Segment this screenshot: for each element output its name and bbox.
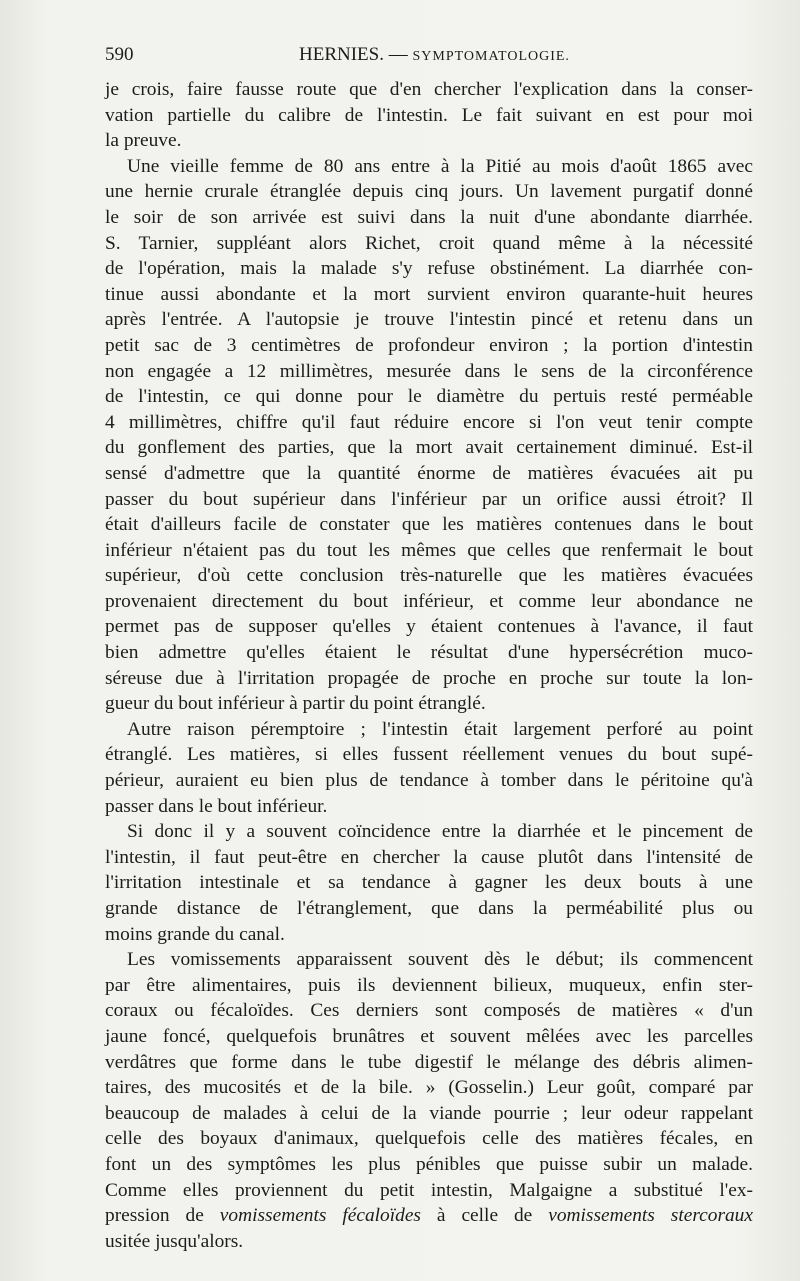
text-line: Les vomissements apparaissent souvent dès le début; ils commencent — [127, 949, 753, 971]
running-title — [299, 44, 570, 66]
text-line: Si donc il y a souvent coïncidence entre la diarrhée et le pincement de — [127, 821, 753, 843]
text-line: moins grande du canal. — [105, 923, 285, 945]
text-line: inférieur n'étaient pas du tout les mêmes que celles que renfermait le bout — [105, 539, 753, 561]
italic-term: vomissements fécaloïdes — [219, 1205, 421, 1227]
paragraph-3 — [105, 717, 753, 819]
paragraph-1 — [105, 77, 753, 154]
text-line: après l'entrée. A l'autopsie je trouve l'intestin pincé et retenu dans un — [105, 309, 753, 331]
text-line: passer dans le bout inférieur. — [105, 795, 328, 817]
text-line: Une vieille femme de 80 ans entre à la Pitié au mois d'août 1865 avec — [127, 155, 753, 177]
text-line: étranglé. Les matières, si elles fussent réellement venues du bout supé- — [105, 744, 753, 766]
text-line: sensé d'admettre que la quantité énorme de matières évacuées ait pu — [105, 462, 753, 484]
paragraph-5 — [105, 947, 753, 1254]
page-number: 590 — [105, 44, 134, 65]
running-header — [105, 44, 753, 70]
text-line: une hernie crurale étranglée depuis cinq jours. Un lavement purgatif donné — [105, 181, 753, 203]
text-run: à celle de — [420, 1205, 549, 1227]
text-line: séreuse due à l'irritation propagée de proche en proche sur toute la lon- — [105, 667, 753, 689]
paragraph-2 — [105, 154, 753, 717]
text-line: font un des symptômes les plus pénibles que puisse subir un malade. — [105, 1153, 753, 1175]
text-run: pression de — [105, 1205, 220, 1227]
paragraph-4 — [105, 819, 753, 947]
text-line: l'irritation intestinale et sa tendance à gagner les deux bouts à une — [105, 872, 753, 894]
text-line: provenaient directement du bout inférieur, et comme leur abondance ne — [105, 590, 753, 612]
text-line: périeur, auraient eu bien plus de tendance à tomber dans le péritoine qu'à — [105, 770, 753, 792]
text-line: 4 millimètres, chiffre qu'il faut réduire encore si l'on veut tenir compte — [105, 411, 753, 433]
header-separator: — — [388, 44, 408, 65]
text-line: par être alimentaires, puis ils deviennent bilieux, muqueux, enfin ster- — [105, 974, 753, 996]
text-line: S. Tarnier, suppléant alors Richet, croit quand même à la nécessité — [105, 232, 753, 254]
text-line: taires, des mucosités et de la bile. » (Gosselin.) Leur goût, comparé par — [105, 1077, 753, 1099]
text-line: tinue aussi abondante et la mort survient environ quarante-huit heures — [105, 283, 753, 305]
text-line: la preuve. — [105, 130, 182, 152]
text-line: usitée jusqu'alors. — [105, 1230, 244, 1252]
text-line: gueur du bout inférieur à partir du point étranglé. — [105, 693, 486, 715]
text-line: le soir de son arrivée est suivi dans la nuit d'une abondante diarrhée. — [105, 206, 753, 228]
text-line: jaune foncé, quelquefois brunâtres et souvent mêlées avec les parcelles — [105, 1025, 753, 1047]
body-text — [105, 77, 753, 1254]
italic-term: vomissements stercoraux — [548, 1205, 753, 1227]
header-subtitle: SYMPTOMATOLOGIE. — [412, 49, 570, 64]
text-line-with-italics — [105, 1203, 753, 1229]
text-line: du gonflement des parties, que la mort avait certainement diminué. Est-il — [105, 437, 753, 459]
text-line: l'intestin, il faut peut-être en chercher la cause plutôt dans l'intensité de — [105, 846, 753, 868]
text-line: verdâtres que forme dans le tube digestif le mélange des débris alimen- — [105, 1051, 753, 1073]
text-line: de l'opération, mais la malade s'y refuse obstinément. La diarrhée con- — [105, 258, 753, 280]
text-line: était d'ailleurs facile de constater que les matières contenues dans le bout — [105, 514, 753, 536]
text-line: grande distance de l'étranglement, que dans la perméabilité plus ou — [105, 898, 753, 919]
text-line: Comme elles proviennent du petit intestin, Malgaigne a substitué l'ex- — [105, 1179, 753, 1201]
text-line: permet pas de supposer qu'elles y étaient contenues à l'avance, il faut — [105, 616, 753, 638]
text-line: petit sac de 3 centimètres de profondeur environ ; la portion d'intestin — [105, 334, 753, 356]
text-line: coraux ou fécaloïdes. Ces derniers sont composés de matières « d'un — [105, 1000, 753, 1022]
text-line: passer du bout supérieur dans l'inférieur par un orifice aussi étroit? Il — [105, 488, 753, 510]
text-line: vation partielle du calibre de l'intestin. Le fait suivant en est pour moi — [105, 104, 753, 126]
text-line: celle des boyaux d'animaux, quelquefois celle des matières fécales, en — [105, 1128, 753, 1150]
text-line: de l'intestin, ce qui donne pour le diamètre du pertuis resté perméable — [105, 386, 753, 408]
text-line: non engagée a 12 millimètres, mesurée dans le sens de la circonférence — [105, 360, 753, 382]
text-line: beaucoup de malades à celui de la viande pourrie ; leur odeur rappelant — [105, 1102, 753, 1124]
header-title: HERNIES. — [299, 44, 384, 65]
text-line: supérieur, d'où cette conclusion très-naturelle que les matières évacuées — [105, 565, 753, 587]
text-line: bien admettre qu'elles étaient le résultat d'une hypersécrétion muco- — [105, 642, 753, 664]
text-line: Autre raison péremptoire ; l'intestin était largement perforé au point — [127, 718, 753, 740]
text-line: je crois, faire fausse route que d'en chercher l'explication dans la conser- — [105, 79, 753, 100]
